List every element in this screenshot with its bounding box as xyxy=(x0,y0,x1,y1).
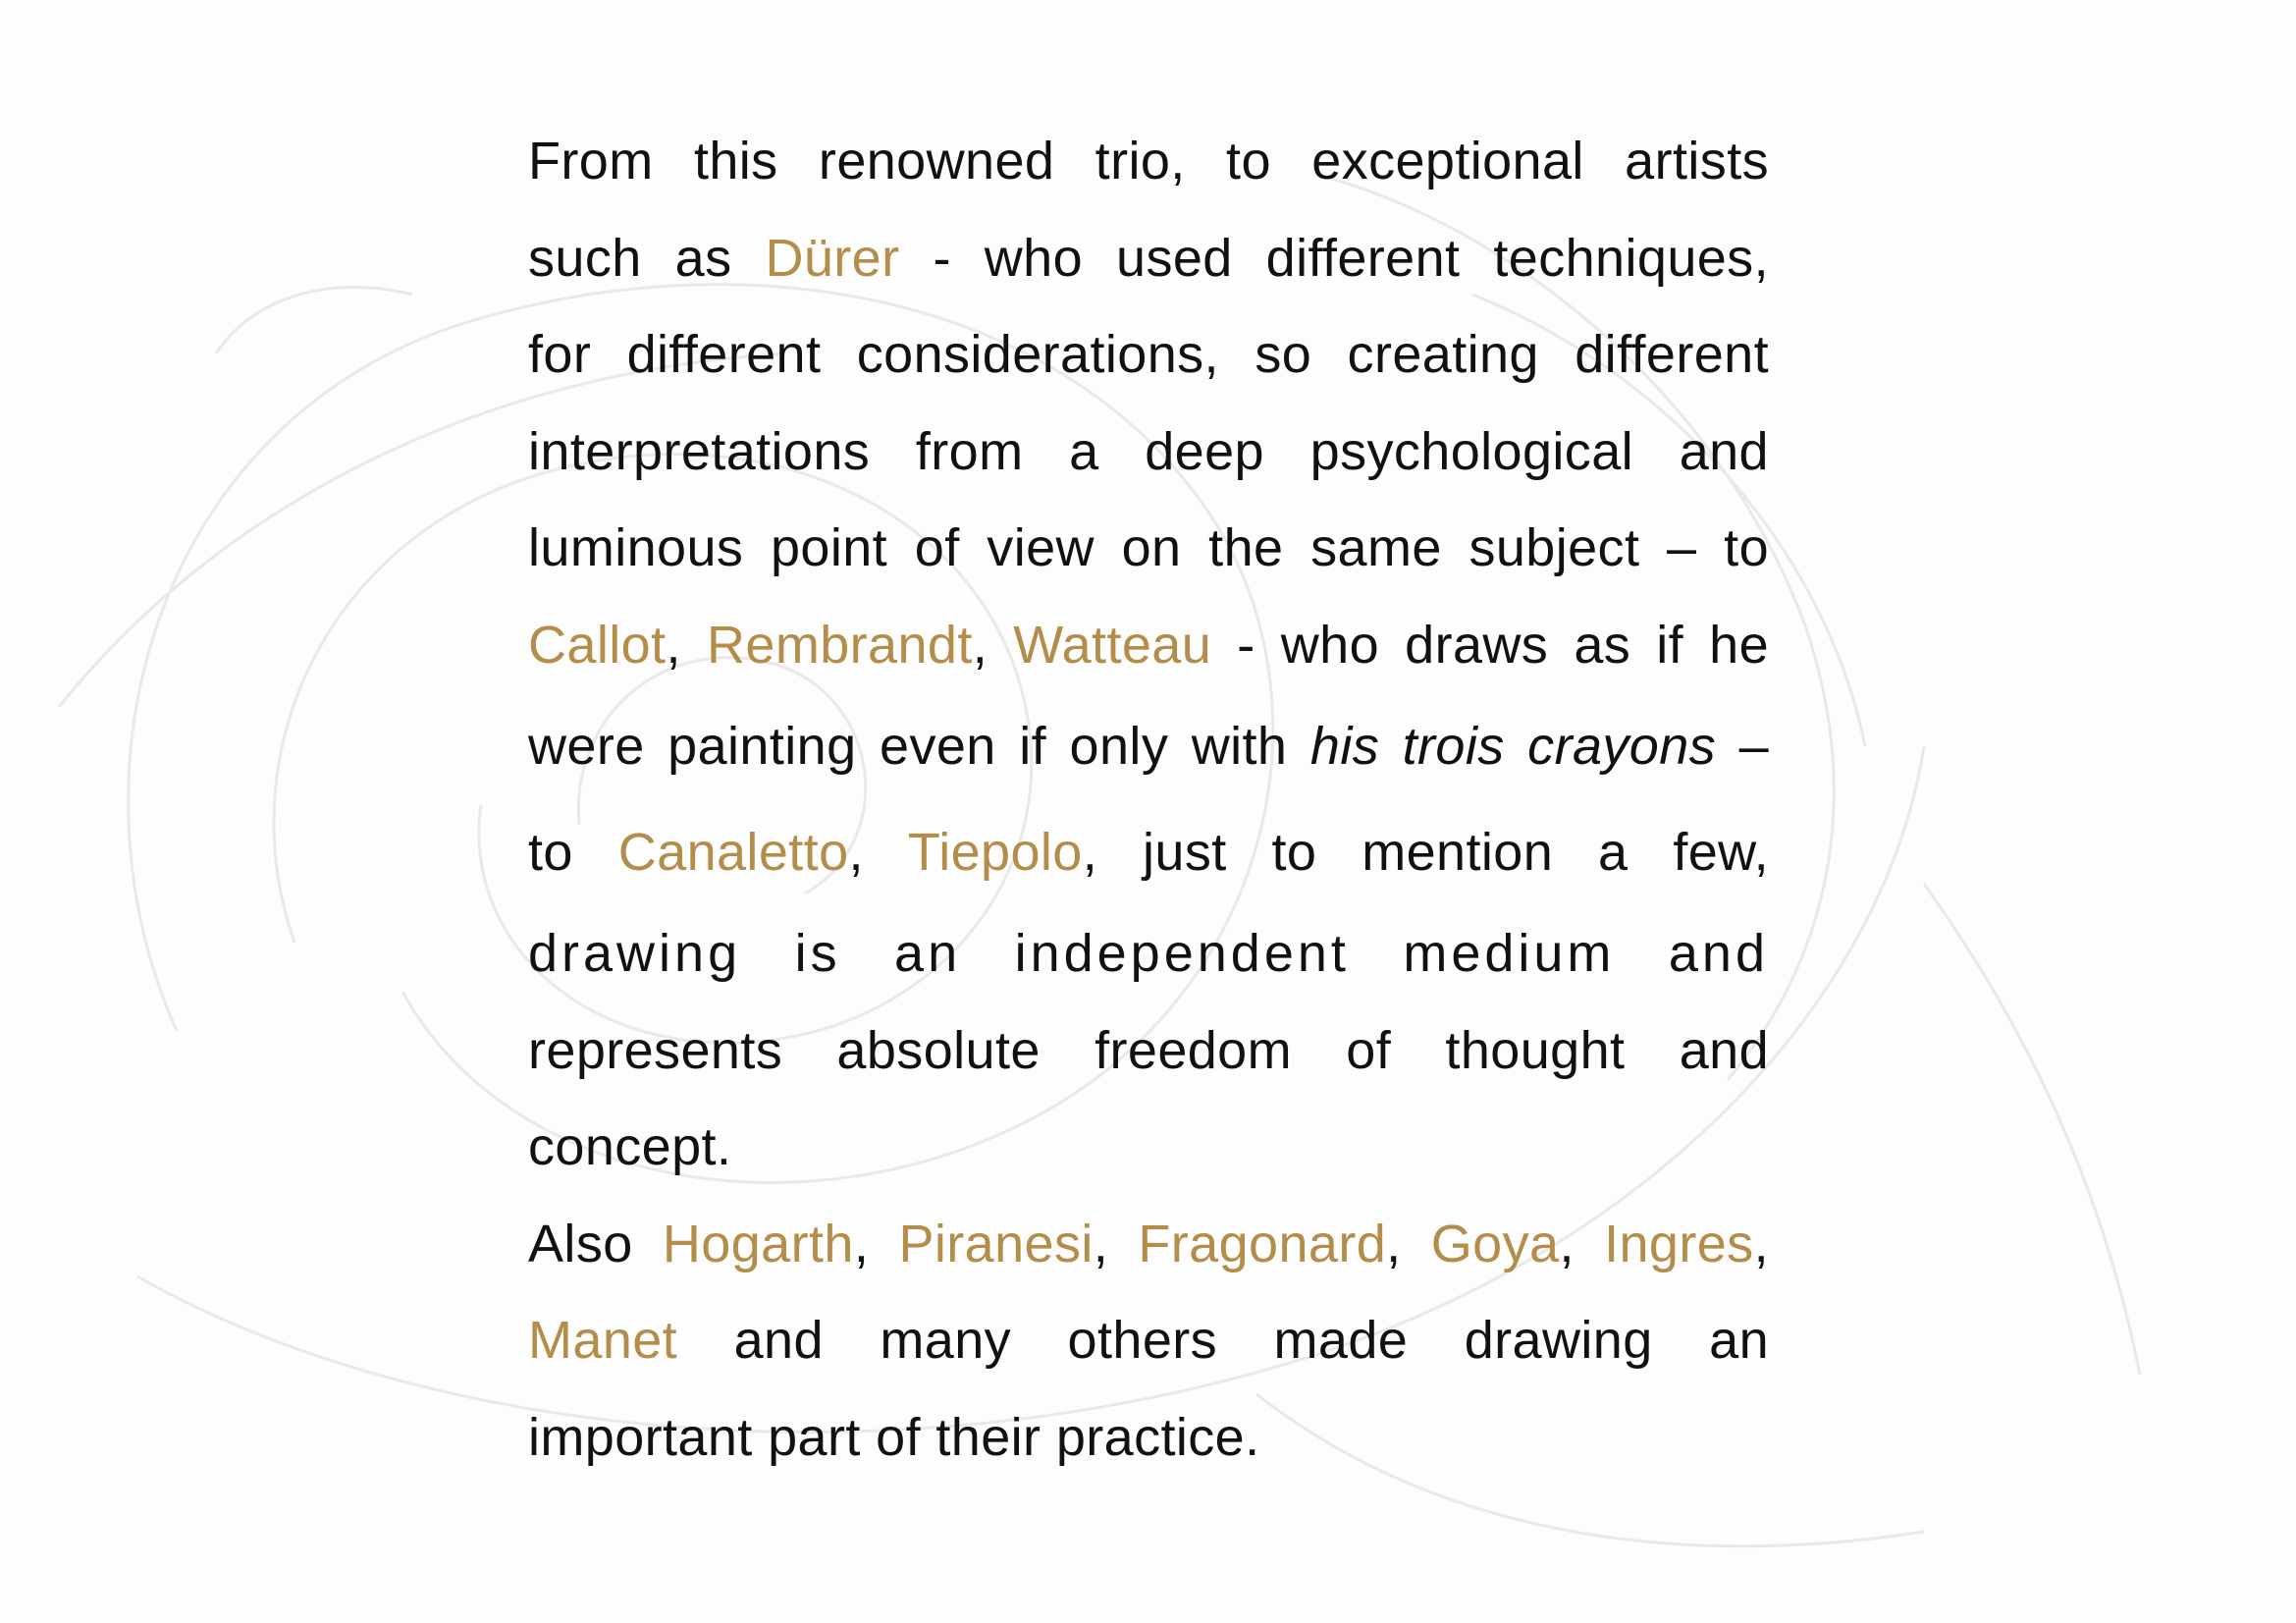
artist-name-ingres: Ingres xyxy=(1604,1214,1754,1273)
line-text: Also xyxy=(528,1214,633,1273)
comma: , xyxy=(853,1214,870,1273)
text-line xyxy=(528,113,1769,210)
line-text: important part of their practice. xyxy=(528,1407,1260,1467)
line-text: concept. xyxy=(528,1117,732,1176)
text-line xyxy=(528,905,1769,1002)
artist-name-tiepolo: Tiepolo xyxy=(907,823,1083,882)
text-line xyxy=(528,500,1769,597)
line-text: luminous point of view on the same subject – to xyxy=(528,518,1769,577)
line-text: - who draws as if he xyxy=(1237,615,1770,675)
comma: , xyxy=(1559,1214,1575,1273)
text-line xyxy=(528,1099,1769,1196)
text-line xyxy=(528,404,1769,501)
text-line xyxy=(528,306,1769,404)
comma: , xyxy=(666,615,681,675)
text-line xyxy=(528,1292,1769,1389)
artist-name-durer: Dürer xyxy=(765,228,900,288)
line-text: were painting even if only with xyxy=(528,717,1288,776)
artist-name-piranesi: Piranesi xyxy=(898,1214,1094,1273)
text-line xyxy=(528,799,1769,905)
artist-name-rembrandt: Rembrandt xyxy=(707,615,973,675)
artist-name-fragonard: Fragonard xyxy=(1138,1214,1387,1273)
line-text: and many others made drawing an xyxy=(733,1311,1770,1370)
line-text: - who used different techniques, xyxy=(933,228,1769,288)
comma: , xyxy=(1093,1214,1109,1273)
artist-name-watteau: Watteau xyxy=(1013,615,1212,675)
comma: , xyxy=(848,823,864,882)
line-text: drawing is an independent medium and xyxy=(528,924,1769,983)
artist-name-goya: Goya xyxy=(1430,1214,1560,1273)
artist-name-canaletto: Canaletto xyxy=(617,823,849,882)
line-text: , just to mention a few, xyxy=(1082,823,1769,882)
artist-name-hogarth: Hogarth xyxy=(662,1214,854,1273)
text-line xyxy=(528,693,1769,799)
comma: , xyxy=(1753,1214,1769,1273)
line-text: From this renowned trio, to exceptional artists xyxy=(528,132,1769,190)
line-text: interpretations from a deep psychological and xyxy=(528,421,1769,481)
comma: , xyxy=(1386,1214,1402,1273)
comma: , xyxy=(972,615,988,675)
line-text: represents absolute freedom of thought and xyxy=(528,1020,1769,1080)
line-text: – xyxy=(1738,717,1769,776)
text-line xyxy=(528,597,1769,694)
paragraph-2 xyxy=(528,1196,1769,1487)
text-line xyxy=(528,1002,1769,1100)
italic-phrase: his trois crayons xyxy=(1309,717,1717,776)
text-line xyxy=(528,1196,1769,1293)
text-line xyxy=(528,1389,1769,1487)
line-text: such as xyxy=(528,228,732,288)
paragraph-1 xyxy=(528,113,1769,1196)
artist-name-manet: Manet xyxy=(528,1311,678,1370)
text-line xyxy=(528,210,1769,307)
line-text: for different considerations, so creating different xyxy=(528,325,1769,384)
line-text: to xyxy=(528,823,573,882)
artist-name-callot: Callot xyxy=(528,615,667,675)
article-text xyxy=(528,113,1769,1486)
